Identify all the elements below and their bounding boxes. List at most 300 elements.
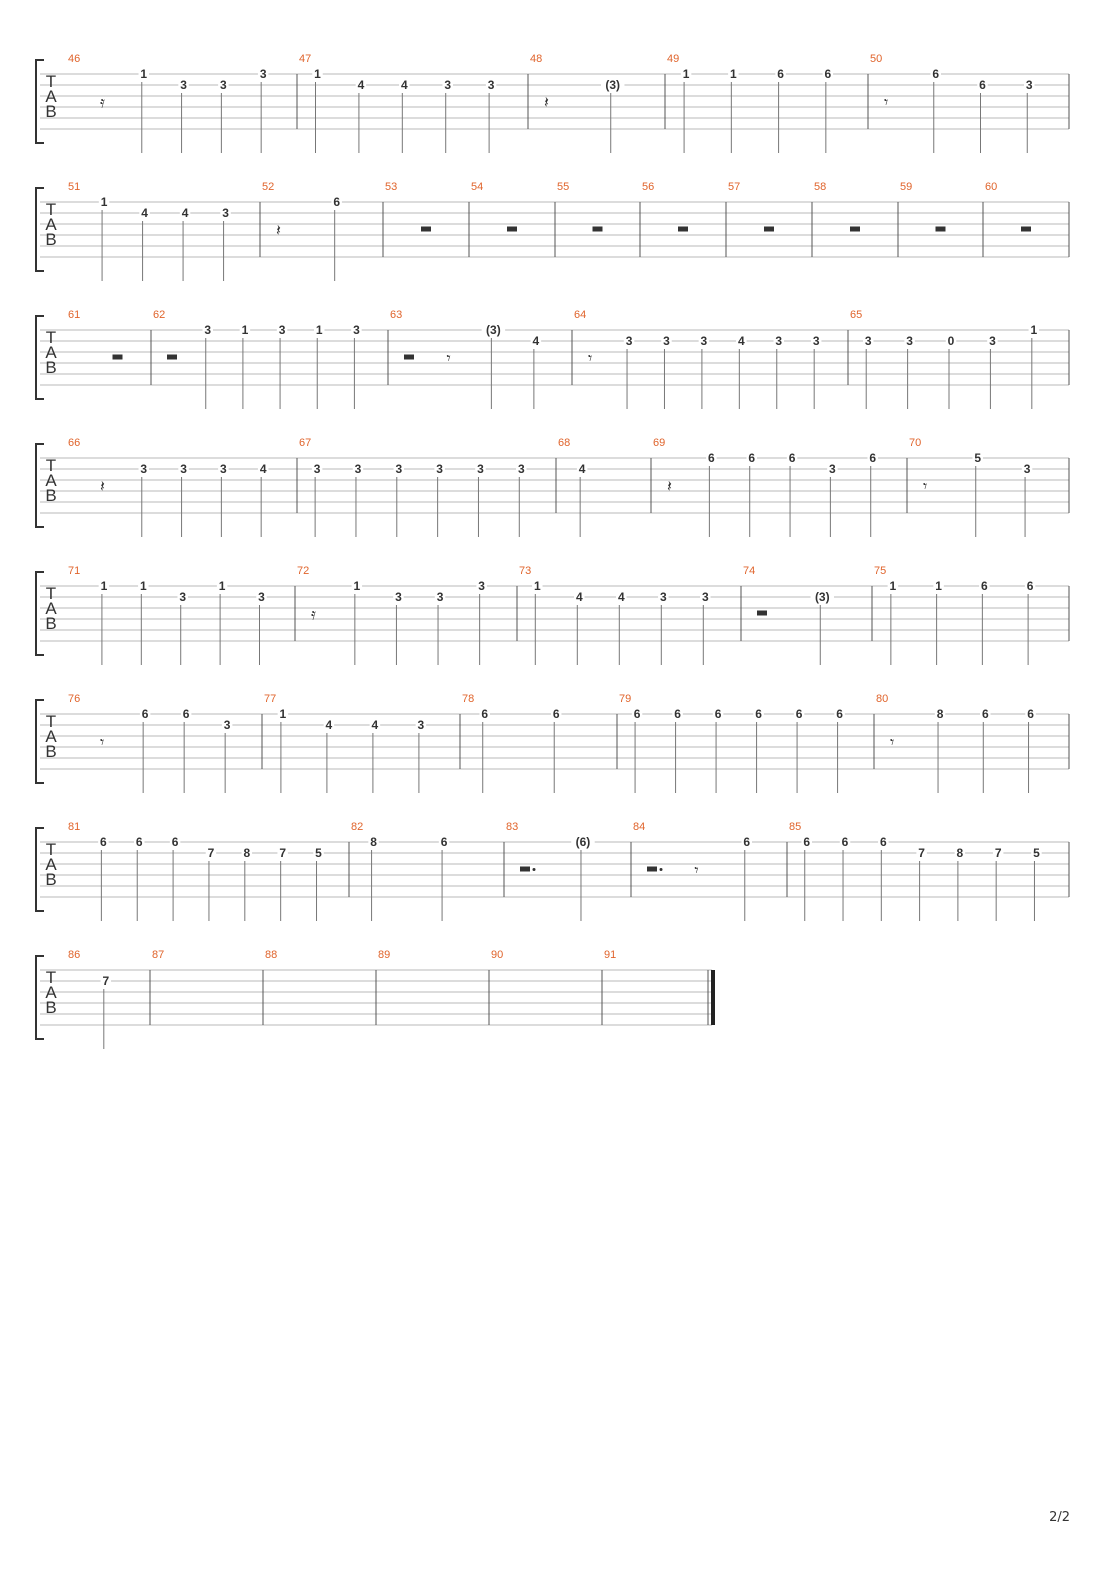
fret-number: 1 — [889, 579, 897, 593]
tab-note — [878, 835, 889, 921]
rest-whole — [1021, 227, 1031, 232]
tab-note — [313, 846, 324, 921]
tab-note — [435, 590, 446, 665]
fret-number: 3 — [220, 78, 227, 92]
fret-number: 5 — [1033, 846, 1040, 860]
fret-number: 6 — [440, 835, 448, 849]
fret-number: 3 — [812, 334, 820, 348]
measure-number: 74 — [743, 565, 756, 577]
measure-number: 90 — [491, 949, 504, 961]
fret-number: 6 — [1027, 707, 1034, 721]
rest-dotted-half — [647, 867, 657, 872]
measure — [558, 437, 587, 537]
tab-note — [977, 78, 988, 153]
fret-number: 6 — [141, 707, 149, 721]
fret-number: 6 — [869, 451, 877, 465]
tab-note — [532, 579, 543, 665]
tab-note — [442, 78, 453, 153]
measure-number: 75 — [874, 565, 887, 577]
fret-number: 3 — [140, 462, 148, 476]
tab-note — [177, 590, 188, 665]
measure-number: 52 — [262, 181, 275, 193]
tab-note — [672, 707, 683, 793]
page-number: 2/2 — [1049, 1510, 1070, 1525]
measure-number: 63 — [390, 309, 403, 321]
tab-note — [140, 707, 151, 793]
tab-note — [531, 334, 542, 409]
fret-number: 3 — [222, 206, 229, 220]
tab-clef-letter: T — [45, 584, 57, 603]
tab-clef-letter: T — [45, 200, 57, 219]
tab-note — [753, 707, 764, 793]
tab-clef-letter: A — [45, 727, 57, 746]
measure — [153, 309, 362, 409]
tab-note — [434, 462, 445, 537]
fret-number: 6 — [171, 835, 179, 849]
tab-clef-letter: T — [45, 968, 57, 987]
tab-note — [867, 451, 878, 537]
fret-number: 3 — [701, 590, 709, 604]
fret-number: 3 — [180, 462, 187, 476]
tab-system — [36, 309, 1069, 409]
tab-note — [351, 323, 362, 409]
fret-number: 7 — [994, 846, 1002, 860]
fret-number: 3 — [354, 462, 362, 476]
measure-number: 85 — [789, 821, 802, 833]
measure — [909, 437, 1032, 537]
measure — [462, 693, 561, 793]
system-bracket — [36, 572, 44, 655]
tab-clef-letter: B — [45, 358, 57, 377]
tab-note — [180, 206, 191, 281]
tab-note — [699, 334, 710, 409]
measure-number: 70 — [909, 437, 922, 449]
measure-number: 83 — [506, 821, 519, 833]
measure — [743, 565, 834, 665]
rest-whole — [764, 227, 774, 232]
measure-number: 77 — [264, 693, 277, 705]
rest-whole — [113, 355, 123, 360]
tab-note — [742, 835, 753, 921]
tab-clef-letter: B — [45, 998, 57, 1017]
measure — [378, 949, 390, 961]
tab-system — [36, 437, 1069, 537]
tab-clef-letter: A — [45, 471, 57, 490]
rest-eighth: 𝄾 — [100, 732, 105, 752]
fret-number: 3 — [180, 78, 187, 92]
fret-number: 3 — [353, 323, 360, 337]
fret-number: (6) — [575, 835, 591, 849]
fret-number: 1 — [218, 579, 226, 593]
fret-number: 6 — [879, 835, 887, 849]
measure — [68, 565, 267, 665]
measure-number: 56 — [642, 181, 655, 193]
fret-number: 6 — [841, 835, 849, 849]
fret-number: 6 — [674, 707, 681, 721]
measure — [264, 693, 426, 793]
fret-number: 6 — [979, 78, 986, 92]
tab-note — [840, 835, 851, 921]
measure — [789, 821, 1042, 921]
measure-number: 47 — [299, 53, 312, 65]
tab-note — [916, 846, 927, 921]
measure — [68, 437, 268, 537]
rest-quarter: 𝄽 — [276, 220, 281, 240]
rest-eighth: 𝄾 — [694, 860, 699, 880]
fret-number: 6 — [748, 451, 756, 465]
tab-note — [1025, 579, 1036, 665]
rest-dot — [533, 868, 536, 871]
fret-number: 5 — [974, 451, 982, 465]
measure — [297, 565, 487, 665]
measure-number: 91 — [604, 949, 617, 961]
fret-number: 1 — [935, 579, 942, 593]
measure-number: 46 — [68, 53, 81, 65]
fret-number: 7 — [102, 974, 110, 988]
tab-note — [706, 451, 717, 537]
tab-note — [178, 462, 189, 537]
tab-note — [439, 835, 450, 921]
tab-note — [1029, 323, 1040, 409]
tab-note — [370, 718, 381, 793]
rest-eighth: 𝄾 — [884, 92, 889, 112]
rest-whole — [936, 227, 946, 232]
tab-note — [256, 590, 267, 665]
tab-note — [993, 846, 1004, 921]
tab-note — [577, 462, 588, 537]
tab-note — [624, 334, 635, 409]
tab-note — [827, 462, 838, 537]
tab-note — [312, 67, 323, 153]
tab-note — [935, 707, 946, 793]
fret-number: 4 — [575, 590, 583, 604]
fret-number: (3) — [486, 323, 501, 337]
tab-note — [222, 718, 233, 793]
measure-number: 79 — [619, 693, 632, 705]
measure — [653, 437, 878, 537]
measure — [870, 53, 1035, 153]
measure — [667, 53, 833, 153]
tab-note — [661, 334, 672, 409]
tab-note — [394, 462, 405, 537]
fret-number: 6 — [836, 707, 843, 721]
tab-note — [933, 579, 944, 665]
tab-note — [181, 707, 192, 793]
fret-number: 3 — [700, 334, 708, 348]
fret-number: 3 — [436, 590, 444, 604]
fret-number: 1 — [729, 67, 737, 81]
tab-note — [486, 78, 497, 153]
measure-number: 62 — [153, 309, 166, 321]
tab-note — [134, 835, 145, 921]
fret-number: 4 — [617, 590, 625, 604]
measure — [152, 949, 164, 961]
measure-number: 82 — [351, 821, 364, 833]
tab-note — [700, 590, 711, 665]
tab-note — [139, 206, 150, 281]
fret-number: 6 — [182, 707, 190, 721]
fret-number: 8 — [370, 835, 377, 849]
fret-number: 1 — [279, 707, 287, 721]
tab-note — [574, 590, 585, 665]
measure — [299, 437, 527, 537]
measure-number: 55 — [557, 181, 570, 193]
fret-number: 6 — [100, 835, 107, 849]
measure-number: 49 — [667, 53, 680, 65]
fret-number: 3 — [478, 579, 485, 593]
fret-number: 6 — [1026, 579, 1034, 593]
measure-number: 48 — [530, 53, 543, 65]
fret-number: 7 — [207, 846, 215, 860]
tab-clef-letter: A — [45, 87, 57, 106]
measure — [68, 821, 324, 921]
fret-number: 1 — [353, 579, 361, 593]
tab-note — [736, 334, 747, 409]
tab-note — [393, 590, 404, 665]
rest-sixteenth: 𝄿 — [100, 92, 105, 112]
tab-note — [331, 195, 342, 281]
fret-number: 3 — [259, 67, 267, 81]
rest-quarter: 𝄽 — [100, 476, 105, 496]
tab-note — [728, 67, 739, 153]
system-bracket — [36, 444, 44, 527]
fret-number: 6 — [552, 707, 560, 721]
fret-number: 4 — [371, 718, 379, 732]
rest-quarter: 𝄽 — [544, 92, 549, 112]
final-barline-thick — [711, 970, 715, 1025]
rest-eighth: 𝄾 — [890, 732, 895, 752]
measure — [68, 949, 111, 1049]
measure-number: 68 — [558, 437, 571, 449]
tab-note — [863, 334, 874, 409]
rest-half — [404, 355, 414, 360]
measure-number: 76 — [68, 693, 81, 705]
fret-number: 6 — [788, 451, 796, 465]
measure-number: 53 — [385, 181, 398, 193]
fret-number: 3 — [906, 334, 913, 348]
measure — [68, 693, 232, 793]
tab-note — [99, 195, 110, 281]
tab-note — [801, 835, 812, 921]
tab-note — [987, 334, 998, 409]
measure — [850, 309, 1039, 409]
tab-note — [888, 579, 899, 665]
tab-note — [99, 579, 110, 665]
tab-note — [979, 579, 990, 665]
tab-note — [202, 323, 213, 409]
tab-clef-letter: B — [45, 614, 57, 633]
fret-number: 1 — [533, 579, 541, 593]
measure — [68, 53, 268, 153]
rest-half — [757, 611, 767, 616]
measure — [390, 309, 541, 409]
measure — [876, 693, 1036, 793]
tab-note — [616, 590, 627, 665]
measure — [619, 693, 845, 793]
tab-note — [479, 707, 490, 793]
measure — [265, 949, 277, 961]
tab-note — [551, 707, 562, 793]
fret-number: 1 — [100, 579, 108, 593]
fret-number: 8 — [956, 846, 964, 860]
fret-number: (3) — [605, 78, 621, 92]
tab-note — [774, 334, 785, 409]
fret-number: 3 — [1023, 462, 1031, 476]
tab-note — [399, 78, 410, 153]
tab-note — [353, 462, 364, 537]
tab-clef-letter: T — [45, 72, 57, 91]
tab-note — [352, 579, 363, 665]
tab-note — [482, 323, 506, 409]
measure-number: 84 — [633, 821, 646, 833]
fret-number: (3) — [814, 590, 830, 604]
fret-number: 1 — [139, 579, 147, 593]
tab-note — [476, 579, 487, 665]
tab-clef-letter: B — [45, 230, 57, 249]
tab-note — [787, 451, 798, 537]
tab-note — [658, 590, 669, 665]
tab-note — [258, 67, 269, 153]
tab-note — [278, 707, 289, 793]
measure-number: 59 — [900, 181, 913, 193]
tab-system — [36, 181, 1069, 281]
fret-number: 3 — [989, 334, 996, 348]
measure-number: 60 — [985, 181, 998, 193]
tab-clef-letter: A — [45, 215, 57, 234]
tab-note — [811, 334, 822, 409]
tab-note — [218, 78, 229, 153]
tab-system — [36, 949, 715, 1049]
tab-note — [242, 846, 253, 921]
tab-note — [98, 835, 109, 921]
tab-note — [1031, 846, 1042, 921]
fret-number: 3 — [220, 462, 227, 476]
tab-clef-letter: B — [45, 102, 57, 121]
tab-note — [356, 78, 367, 153]
measure — [604, 949, 616, 961]
fret-number: 4 — [325, 718, 333, 732]
tab-note — [220, 206, 231, 281]
tab-note — [277, 323, 288, 409]
fret-number: 1 — [682, 67, 690, 81]
tab-note — [1022, 462, 1033, 537]
fret-number: 1 — [1030, 323, 1038, 337]
tab-note — [139, 67, 150, 153]
measure-number: 57 — [728, 181, 741, 193]
measure-number: 80 — [876, 693, 889, 705]
fret-number: 6 — [714, 707, 722, 721]
measure-number: 78 — [462, 693, 475, 705]
fret-number: 3 — [313, 462, 321, 476]
measure-number: 61 — [68, 309, 81, 321]
fret-number: 1 — [241, 323, 249, 337]
rest-half — [167, 355, 177, 360]
fret-number: 3 — [444, 78, 452, 92]
tab-note — [240, 323, 251, 409]
fret-number: 4 — [357, 78, 365, 92]
measure — [491, 949, 503, 961]
measure — [530, 53, 624, 153]
fret-number: 8 — [243, 846, 251, 860]
tab-note — [416, 718, 427, 793]
measure-number: 69 — [653, 437, 666, 449]
fret-number: 8 — [936, 707, 944, 721]
tab-note — [946, 334, 957, 409]
tab-clef-letter: T — [45, 840, 57, 859]
measure-number: 72 — [297, 565, 310, 577]
tab-note — [516, 462, 527, 537]
tab-clef-letter: A — [45, 855, 57, 874]
tab-note — [931, 67, 942, 153]
fret-number: 7 — [279, 846, 287, 860]
tab-system — [36, 693, 1069, 793]
fret-number: 7 — [918, 846, 925, 860]
tab-note — [571, 835, 595, 921]
fret-number: 3 — [395, 462, 403, 476]
measure-number: 88 — [265, 949, 278, 961]
fret-number: 3 — [829, 462, 836, 476]
tab-clef-letter: B — [45, 870, 57, 889]
tab-note — [681, 67, 692, 153]
measure-number: 81 — [68, 821, 81, 833]
tab-clef-letter: B — [45, 486, 57, 505]
rest-eighth: 𝄾 — [446, 348, 451, 368]
tab-note — [217, 579, 228, 665]
system-bracket — [36, 700, 44, 783]
fret-number: 6 — [932, 67, 940, 81]
tab-clef-letter: A — [45, 983, 57, 1002]
fret-number: 6 — [135, 835, 143, 849]
fret-number: 6 — [633, 707, 641, 721]
measure — [519, 565, 711, 665]
tab-note — [794, 707, 805, 793]
tab-note — [775, 67, 786, 153]
rest-eighth: 𝄾 — [588, 348, 593, 368]
measure-number: 66 — [68, 437, 81, 449]
tab-note — [632, 707, 643, 793]
tab-note — [314, 323, 325, 409]
tab-note — [972, 451, 983, 537]
rest-whole — [593, 227, 603, 232]
tab-note — [1024, 78, 1035, 153]
fret-number: 3 — [487, 78, 495, 92]
tab-note — [955, 846, 966, 921]
fret-number: 6 — [333, 195, 341, 209]
fret-number: 3 — [477, 462, 484, 476]
measure-number: 87 — [152, 949, 165, 961]
fret-number: 6 — [777, 67, 784, 81]
fret-number: 3 — [179, 590, 187, 604]
system-bracket — [36, 188, 44, 271]
measure-number: 86 — [68, 949, 81, 961]
tab-note — [139, 462, 150, 537]
rest-dot — [660, 868, 663, 871]
tab-clef-letter: A — [45, 343, 57, 362]
fret-number: 1 — [314, 67, 321, 81]
measure — [351, 821, 449, 921]
measure — [506, 821, 595, 921]
fret-number: 4 — [259, 462, 267, 476]
fret-number: 4 — [737, 334, 745, 348]
fret-number: 3 — [864, 334, 872, 348]
tab-note — [713, 707, 724, 793]
measure-number: 67 — [299, 437, 312, 449]
rest-quarter: 𝄽 — [667, 476, 672, 496]
tab-note — [823, 67, 834, 153]
tab-note — [178, 78, 189, 153]
measure-number: 58 — [814, 181, 827, 193]
fret-number: 4 — [141, 206, 148, 220]
